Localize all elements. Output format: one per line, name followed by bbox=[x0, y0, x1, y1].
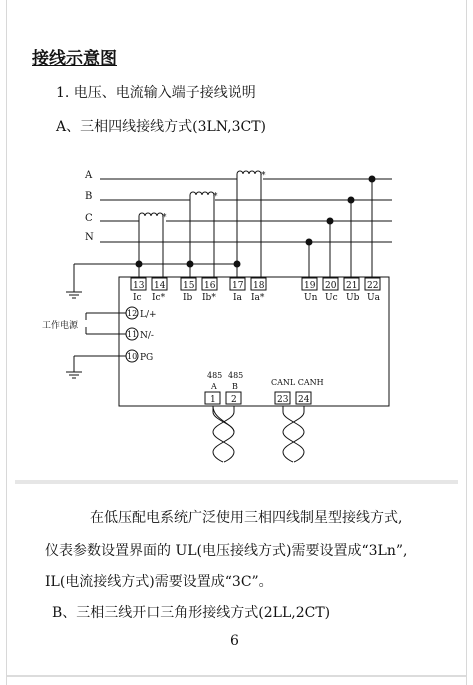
terminal-13-label: Ic bbox=[133, 293, 142, 303]
terminal-18-number: 18 bbox=[253, 281, 265, 291]
phase-label-a: A bbox=[85, 170, 93, 181]
ct-coil-b bbox=[190, 192, 214, 278]
rs485-twisted-pair bbox=[213, 406, 234, 462]
can-twisted-pair bbox=[283, 406, 304, 462]
terminal-20-label: Uc bbox=[325, 293, 338, 303]
terminal-22-number: 22 bbox=[367, 281, 379, 291]
phase-label-c: C bbox=[85, 213, 93, 224]
rs485-terminal-1-number: 1 bbox=[210, 395, 216, 405]
phase-label-n: N bbox=[85, 232, 94, 243]
current-terminals bbox=[131, 278, 266, 290]
can-terminal-24-number: 24 bbox=[298, 395, 310, 405]
section-b-title: B、三相三线开口三角形接线方式(2LL,2CT) bbox=[52, 605, 331, 621]
rs485-label-b: B bbox=[232, 382, 238, 391]
terminal-11-label: N/- bbox=[140, 331, 154, 341]
terminal-19-number: 19 bbox=[304, 281, 316, 291]
terminal-21-number: 21 bbox=[346, 281, 358, 291]
junction-dot bbox=[327, 218, 333, 224]
power-supply-label: 工作电源 bbox=[42, 321, 79, 331]
junction-dot bbox=[136, 261, 142, 267]
phase-label-b: B bbox=[85, 191, 93, 202]
junction-dot bbox=[306, 239, 312, 245]
terminal-15-number: 15 bbox=[183, 281, 195, 291]
terminal-12-number: 12 bbox=[127, 309, 138, 318]
ct-polarity-star-c: * bbox=[162, 213, 167, 223]
can-terminal-23-number: 23 bbox=[277, 395, 289, 405]
terminal-16-number: 16 bbox=[204, 281, 216, 291]
section-a-title: A、三相四线接线方式(3LN,3CT) bbox=[56, 119, 266, 135]
can-labels: CANL CANH bbox=[271, 378, 324, 387]
section-1-title: 1. 电压、电流输入端子接线说明 bbox=[56, 85, 256, 101]
junction-dot bbox=[187, 261, 193, 267]
terminal-10-number: 10 bbox=[127, 352, 138, 361]
section-heading: 接线示意图 bbox=[32, 49, 117, 69]
terminal-11-number: 11 bbox=[127, 330, 138, 339]
paragraph-line-1: 在低压配电系统广泛使用三相四线制星型接线方式, bbox=[90, 510, 403, 526]
terminal-21-label: Ub bbox=[346, 293, 360, 303]
terminal-14-number: 14 bbox=[154, 281, 166, 291]
phase-bus-lines bbox=[100, 179, 392, 242]
section-divider bbox=[15, 480, 458, 484]
ct-coil-c bbox=[139, 213, 163, 278]
terminal-14-label: Ic* bbox=[152, 293, 166, 303]
junction-dot bbox=[369, 176, 375, 182]
terminal-13-number: 13 bbox=[133, 281, 145, 291]
junction-dot bbox=[348, 197, 354, 203]
junction-dot bbox=[234, 261, 240, 267]
terminal-17-label: Ia bbox=[233, 293, 242, 303]
ct-polarity-star-a: * bbox=[261, 171, 266, 181]
ct-coil-a bbox=[237, 171, 261, 278]
terminal-12-label: L/+ bbox=[140, 310, 157, 320]
ct-polarity-star-b: * bbox=[213, 192, 218, 202]
rs485-label-a-top: 485 bbox=[207, 371, 223, 380]
rs485-terminal-2-number: 2 bbox=[231, 395, 237, 405]
terminal-20-number: 20 bbox=[325, 281, 337, 291]
terminal-10-label: PG bbox=[140, 353, 154, 363]
rs485-label-b-top: 485 bbox=[228, 371, 244, 380]
voltage-connections bbox=[309, 179, 372, 278]
paragraph-line-2: 仪表参数设置界面的 UL(电压接线方式)需要设置成“3Ln”, bbox=[45, 543, 408, 559]
terminal-15-label: Ib bbox=[183, 293, 193, 303]
terminal-18-label: Ia* bbox=[251, 293, 265, 303]
terminal-16-label: Ib* bbox=[202, 293, 216, 303]
rs485-label-a: A bbox=[211, 382, 217, 391]
terminal-19-label: Un bbox=[304, 293, 318, 303]
paragraph-line-3: IL(电流接线方式)需要设置成“3C”。 bbox=[45, 574, 273, 590]
bottom-divider bbox=[7, 675, 466, 677]
terminal-17-number: 17 bbox=[232, 281, 244, 291]
page-number: 6 bbox=[230, 633, 239, 649]
terminal-22-label: Ua bbox=[367, 293, 380, 303]
